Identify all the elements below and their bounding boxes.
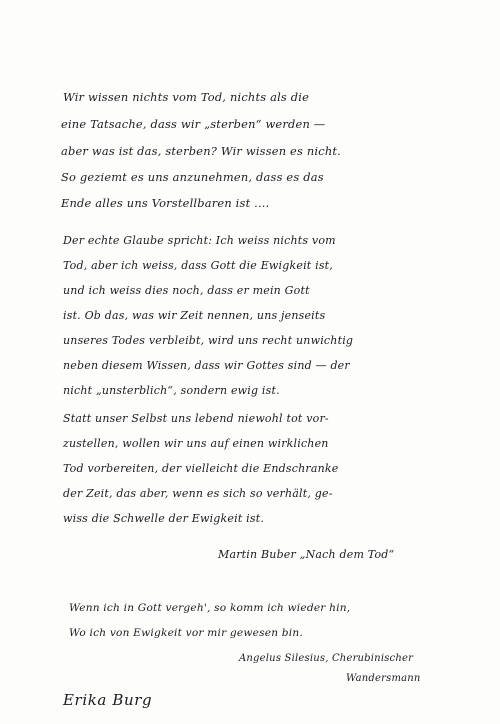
text-line: zustellen, wollen wir uns auf einen wirklichen: [63, 437, 329, 450]
text-line: So geziemt es uns anzunehmen, dass es das: [61, 170, 324, 184]
text-line: unseres Todes verbleibt, wird uns recht unwichtig: [63, 334, 354, 347]
author-signature: Erika Burg: [63, 691, 153, 709]
text-line: eine Tatsache, dass wir „sterben“ werden —: [61, 117, 326, 131]
text-line: der Zeit, das aber, wenn es sich so verhält, ge-: [63, 487, 333, 500]
text-line: nicht „unsterblich“, sondern ewig ist.: [63, 384, 280, 397]
text-line: ist. Ob das, was wir Zeit nennen, uns jenseits: [63, 309, 326, 322]
text-line: Statt unser Selbst uns lebend niewohl tot vor-: [63, 412, 329, 425]
text-line: neben diesem Wissen, dass wir Gottes sind — der: [63, 359, 350, 372]
text-line: und ich weiss dies noch, dass er mein Gott: [63, 284, 310, 297]
text-line: aber was ist das, sterben? Wir wissen es nicht.: [61, 144, 341, 158]
signature-line: Angelus Silesius, Cherubinischer: [239, 653, 414, 664]
text-line: wiss die Schwelle der Ewigkeit ist.: [63, 512, 265, 525]
signature-line: Wandersmann: [346, 673, 421, 684]
text-line: Wo ich von Ewigkeit vor mir gewesen bin.: [69, 627, 303, 639]
signature-buber: Martin Buber „Nach dem Tod“: [218, 548, 395, 561]
text-line: Wir wissen nichts vom Tod, nichts als die: [63, 90, 310, 104]
text-line: Ende alles uns Vorstellbaren ist ....: [61, 196, 270, 210]
text-line: Wenn ich in Gott vergeh', so komm ich wieder hin,: [69, 602, 351, 614]
text-line: Tod, aber ich weiss, dass Gott die Ewigkeit ist,: [63, 259, 333, 272]
text-line: Der echte Glaube spricht: Ich weiss nichts vom: [63, 234, 336, 247]
text-line: Tod vorbereiten, der vielleicht die Endschranke: [63, 462, 339, 475]
